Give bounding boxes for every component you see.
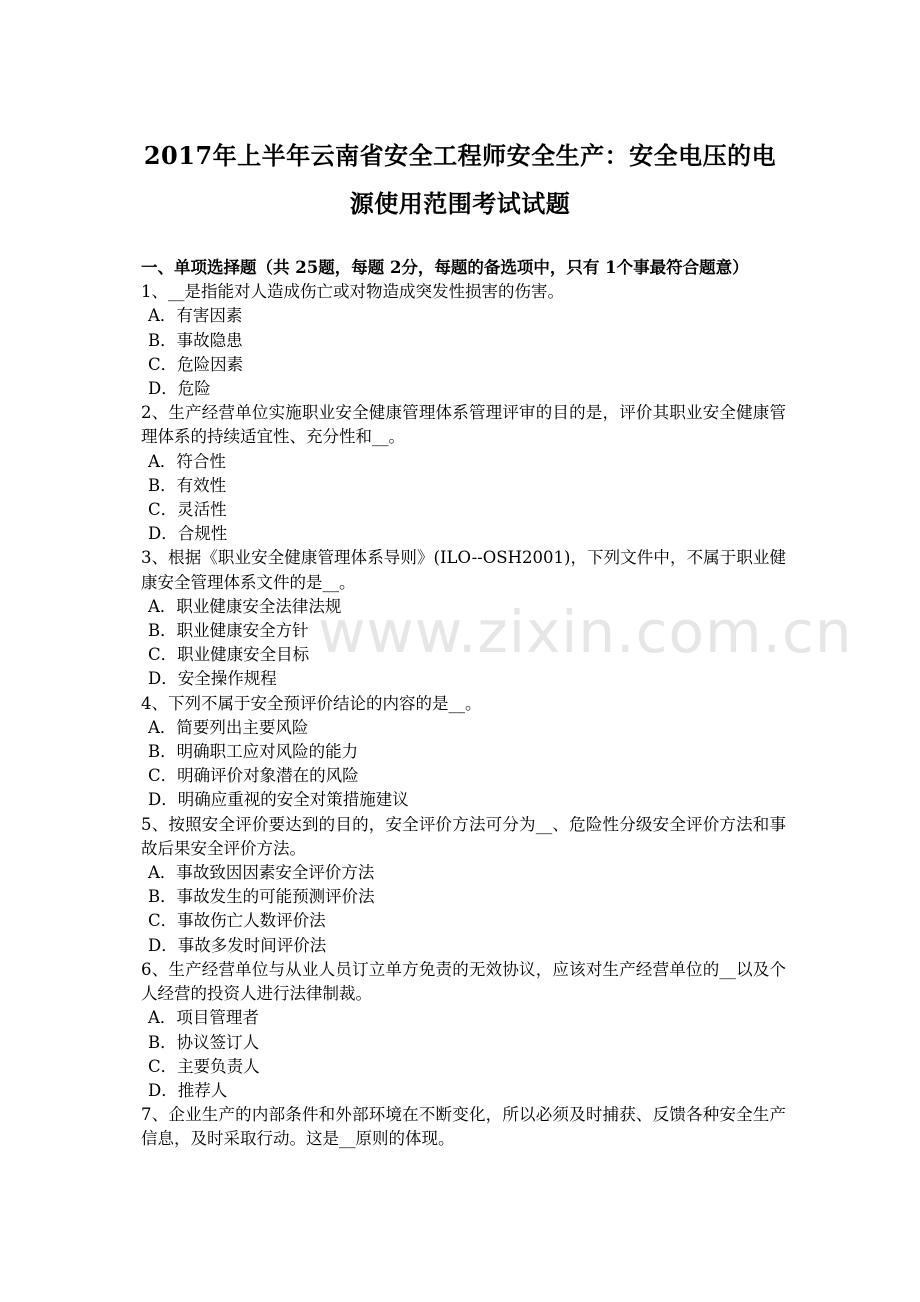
question-text: 5、按照安全评价要达到的目的，安全评价方法可分为__、危险性分级安全评价方法和事故后果安全评价方法。	[141, 814, 786, 858]
option-c: C．危险因素	[148, 354, 244, 374]
option-d: D．合规性	[148, 524, 228, 544]
document-title-line-1: 2017年上半年云南省安全工程师安全生产：安全电压的电	[143, 141, 777, 170]
option-d: D．事故多发时间评价法	[148, 935, 327, 955]
option-d: D．危险	[148, 379, 211, 399]
question-6	[141, 958, 786, 1103]
option-b: B．有效性	[148, 475, 227, 495]
option-b: B．明确职工应对风险的能力	[148, 742, 359, 762]
question-text: 3、根据《职业安全健康管理体系导则》(ILO--OSH2001)，下列文件中，不属于职业健康安全管理体系文件的是__。	[141, 548, 786, 592]
option-c: C．灵活性	[148, 500, 227, 520]
option-c: C．事故伤亡人数评价法	[148, 911, 326, 931]
option-c: C．职业健康安全目标	[148, 645, 310, 665]
option-d: D．安全操作规程	[148, 669, 277, 689]
question-text: 7、企业生产的内部条件和外部环境在不断变化，所以必须及时捕获、反馈各种安全生产信息，及时采取行动。这是__原则的体现。	[141, 1105, 786, 1149]
option-a: A．符合性	[148, 451, 226, 471]
question-1	[141, 280, 786, 401]
question-7	[141, 1103, 786, 1151]
option-a: A．事故致因因素安全评价方法	[148, 863, 375, 883]
option-a: A．项目管理者	[148, 1008, 259, 1028]
question-5	[141, 813, 786, 958]
question-2	[141, 401, 786, 546]
option-a: A．简要列出主要风险	[148, 717, 309, 737]
option-a: A．有害因素	[148, 306, 243, 326]
option-a: A．职业健康安全法律法规	[148, 596, 342, 616]
document-title-line-2: 源使用范围考试试题	[349, 189, 571, 218]
option-d: D．推荐人	[148, 1080, 228, 1100]
question-3	[141, 546, 786, 691]
document-body	[141, 256, 786, 1152]
option-b: B．协议签订人	[148, 1032, 260, 1052]
question-4	[141, 692, 786, 813]
question-text: 2、生产经营单位实施职业安全健康管理体系管理评审的目的是，评价其职业安全健康管理体系的持续适宜性、充分性和__。	[141, 403, 786, 447]
question-text: 1、__是指能对人造成伤亡或对物造成突发性损害的伤害。	[141, 282, 564, 302]
option-b: B．事故发生的可能预测评价法	[148, 887, 375, 907]
option-c: C．明确评价对象潜在的风险	[148, 766, 359, 786]
option-c: C．主要负责人	[148, 1056, 260, 1076]
question-text: 4、下列不属于安全预评价结论的内容的是__。	[141, 693, 482, 713]
option-d: D．明确应重视的安全对策措施建议	[148, 790, 409, 810]
question-text: 6、生产经营单位与从业人员订立单方免责的无效协议，应该对生产经营单位的__以及个人经营的投资人进行法律制裁。	[141, 959, 786, 1004]
section-header: 一、单项选择题（共 25题，每题 2分，每题的备选项中，只有 1个事最符合题意）	[141, 258, 749, 277]
site-watermark: www.zixin.com.cn	[318, 598, 853, 666]
option-b: B．职业健康安全方针	[148, 621, 309, 641]
option-b: B．事故隐患	[148, 330, 243, 350]
